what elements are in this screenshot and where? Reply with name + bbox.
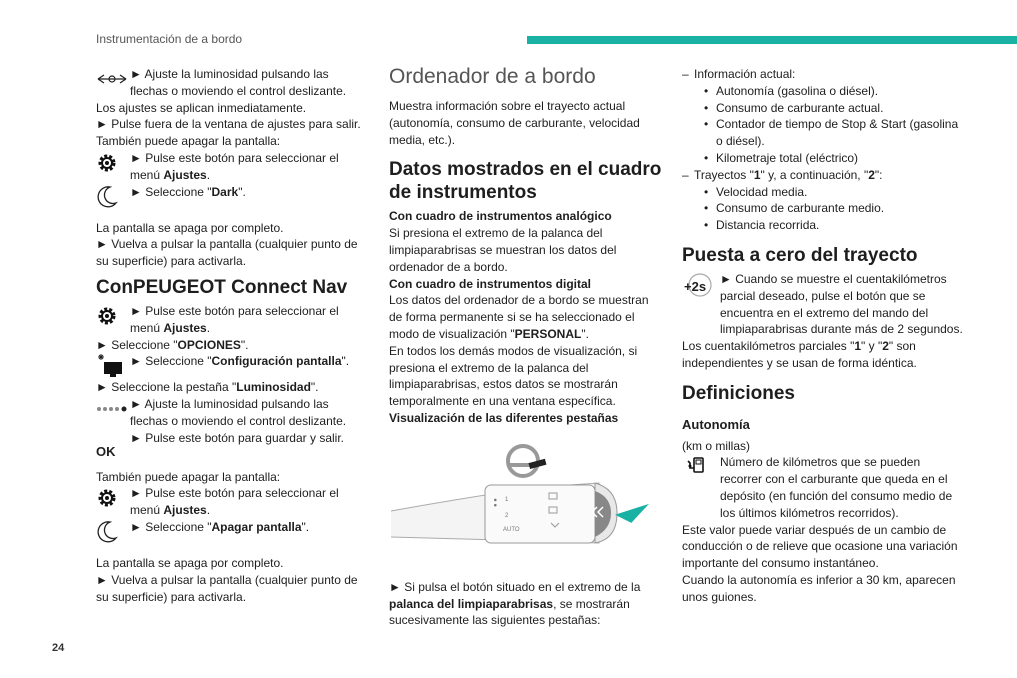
text: ► Seleccione " — [130, 354, 212, 369]
text: " y, a continuación, " — [760, 167, 869, 182]
list-item: • Kilometraje total (eléctrico) — [694, 150, 964, 167]
heading-on-board-computer: Ordenador de a bordo — [389, 65, 596, 88]
heading-range: Autonomía — [682, 416, 750, 432]
option-name: Dark — [211, 184, 239, 199]
header-accent-bar — [527, 36, 1017, 44]
instruction-display-config — [96, 353, 368, 379]
ok-icon — [96, 430, 130, 461]
arrow-icon — [619, 507, 644, 521]
text: ► Pulse este botón para seleccionar el menú — [130, 303, 339, 335]
text: ". — [301, 519, 310, 534]
option-name: OPCIONES — [177, 337, 241, 352]
text: ► Si pulsa el botón situado en el extremo de la — [389, 579, 641, 594]
text: ► Seleccione " — [130, 184, 212, 199]
text: ► Pulse este botón para guardar y salir. — [130, 430, 344, 445]
gear-icon — [96, 150, 130, 176]
svg-text:● ●: ● ● — [493, 497, 499, 507]
text: ► Seleccione la pestaña " — [96, 380, 237, 395]
trip-number: 1 — [854, 339, 862, 354]
fuel-pump-icon — [686, 454, 710, 483]
instruction-turn-off — [96, 519, 368, 545]
list-item — [682, 66, 964, 167]
text: ► Ajuste la luminosidad pulsando las flechas o moviendo el control deslizante. — [130, 397, 347, 428]
text: ► Pulse este botón para seleccionar el menú — [130, 150, 339, 182]
text: ": — [874, 167, 883, 182]
text: También puede apagar la pantalla: — [96, 469, 281, 484]
text: ". — [310, 380, 319, 395]
text: Si presiona el extremo de la palanca del limpiaparabrisas se muestran los datos del ordenador de a bordo. — [389, 226, 617, 274]
heading-connect-nav: ConPEUGEOT Connect Nav — [96, 276, 348, 298]
instruction-settings-2: ► Pulse este botón para seleccionar el menú Ajustes. — [96, 303, 368, 337]
column-left — [96, 66, 368, 605]
trip-number: 1 — [753, 167, 761, 182]
subheading-digital: Con cuadro de instrumentos digital — [389, 276, 592, 291]
text: Cuando la autonomía es inferior a 30 km, aparecen unos guiones. — [682, 572, 956, 604]
text: ► Vuelva a pulsar la pantalla (cualquier punto de su superficie) para activarla. — [96, 237, 358, 269]
info-list — [682, 66, 964, 234]
list-item: • Consumo de carburante actual. — [694, 100, 964, 117]
range-paragraph — [682, 454, 964, 521]
text: ► Seleccione " — [96, 337, 178, 352]
term: palanca del limpiaparabrisas — [389, 596, 554, 611]
text: ► Pulse este botón para seleccionar el menú — [130, 486, 339, 518]
reset-paragraph — [682, 271, 964, 338]
instruction-save — [96, 430, 368, 461]
instruction-brightness — [96, 66, 368, 100]
text: Los datos del ordenador de a bordo se muestran de forma permanente si se ha seleccionado el modo de visualización " — [389, 293, 649, 341]
text: , se mostrarán sucesivamente las siguientes pestañas: — [389, 596, 630, 628]
instruction-settings-3: ► Pulse este botón para seleccionar el menú Ajustes. — [96, 485, 368, 519]
slider-dots-icon — [96, 396, 130, 422]
heading-trip-reset: Puesta a cero del trayecto — [682, 244, 918, 266]
subheading-analog: Con cuadro de instrumentos analógico — [389, 209, 612, 224]
steering-wheel-icon — [508, 446, 546, 476]
list-item — [682, 167, 964, 234]
menu-name: Ajustes — [163, 167, 207, 182]
list-item: • Contador de tiempo de Stop & Start (gasolina o diésel). — [694, 116, 964, 150]
text: En todos los demás modos de visualización, si presiona el extremo de la palanca del limpiaparabrisas, estos datos se mostrarán temporalmente en una ventana específica. — [389, 343, 638, 409]
list-item: • Distancia recorrida. — [694, 217, 964, 234]
text: " son independientes y se usan de forma idéntica. — [682, 339, 917, 370]
reset-icon-label: +2s — [684, 278, 707, 294]
wiper-stalk-illustration — [389, 427, 664, 577]
option-name: Apagar pantalla — [211, 519, 302, 534]
page-number: 24 — [52, 642, 65, 654]
instruction-settings: ► Pulse este botón para seleccionar el menú Ajustes. — [96, 150, 368, 184]
monitor-brightness-icon — [96, 353, 130, 379]
heading-displayed-data: Datos mostrados en el cuadro de instrumentos — [389, 159, 662, 204]
column-middle — [389, 66, 664, 629]
moon-icon — [96, 519, 130, 545]
text: Este valor puede variar después de un cambio de conducción o de relieve que ocasione una variación importante del consumo instantáneo. — [682, 522, 958, 571]
text: Los cuentakilómetros parciales " — [682, 339, 855, 354]
stalk-label: AUTO — [503, 526, 520, 533]
heading-definitions: Definiciones — [682, 382, 795, 404]
text: ► Ajuste la luminosidad pulsando las flechas o moviendo el control deslizante. — [130, 67, 347, 98]
text: La pantalla se apaga por completo. — [96, 555, 284, 570]
text: Número de kilómetros que se pueden recorrer con el carburante que queda en el depósito (en función del consumo medio de los últimos kilómetros recorridos). — [720, 455, 953, 520]
text: También puede apagar la pantalla: — [96, 134, 281, 149]
text: Los ajustes se aplican inmediatamente. — [96, 100, 307, 115]
subheading-visualization: Visualización de las diferentes pestañas — [389, 410, 619, 425]
option-name: Configuración pantalla — [211, 354, 342, 369]
text: ► Vuelva a pulsar la pantalla (cualquier punto de su superficie) para activarla. — [96, 572, 358, 604]
header-section-title: Instrumentación de a bordo — [96, 32, 243, 46]
list-item: • Consumo de carburante medio. — [694, 200, 964, 217]
text: Información actual: — [694, 67, 796, 81]
text: ". — [238, 184, 246, 199]
gear-icon — [96, 303, 130, 329]
text: Muestra información sobre el trayecto actual (autonomía, consumo de carburante, velocidad media, etc.). — [389, 99, 640, 147]
reset-2s-icon — [682, 273, 716, 299]
text: ". — [581, 326, 589, 341]
text: ". — [240, 337, 249, 352]
gear-icon — [96, 485, 130, 511]
list-item: • Autonomía (gasolina o diésel). — [694, 83, 964, 100]
ok-label: OK — [96, 443, 116, 459]
text: " y " — [861, 339, 883, 354]
text: ► Seleccione " — [130, 519, 212, 534]
trip-number: 2 — [882, 339, 889, 354]
text: Trayectos " — [694, 167, 754, 182]
stalk-label: 1 — [505, 496, 509, 503]
text: ► Pulse fuera de la ventana de ajustes para salir. — [96, 117, 361, 132]
mode-name: PERSONAL — [514, 326, 582, 341]
menu-name: Ajustes — [163, 320, 207, 335]
stalk-label: 2 — [505, 512, 509, 519]
column-right — [682, 66, 964, 606]
text: La pantalla se apaga por completo. — [96, 220, 284, 235]
instruction-dark — [96, 184, 368, 210]
stalk-body — [391, 483, 617, 543]
wiper-stalk-drawing — [389, 427, 664, 577]
slider-arrows-icon — [96, 66, 130, 92]
text: ". — [341, 354, 350, 369]
unit-text: (km o millas) — [682, 438, 750, 453]
list-item: • Velocidad media. — [694, 184, 964, 201]
trip-number: 2 — [868, 167, 875, 182]
instruction-brightness-2 — [96, 396, 368, 430]
moon-icon — [96, 184, 130, 210]
menu-name: Ajustes — [163, 503, 207, 518]
tab-name: Luminosidad — [236, 380, 311, 395]
text: ► Cuando se muestre el cuentakilómetros parcial deseado, pulse el botón que se encuentra en el extremo del mando del limpiaparabrisas durante más de 2 segundos. — [720, 271, 963, 337]
